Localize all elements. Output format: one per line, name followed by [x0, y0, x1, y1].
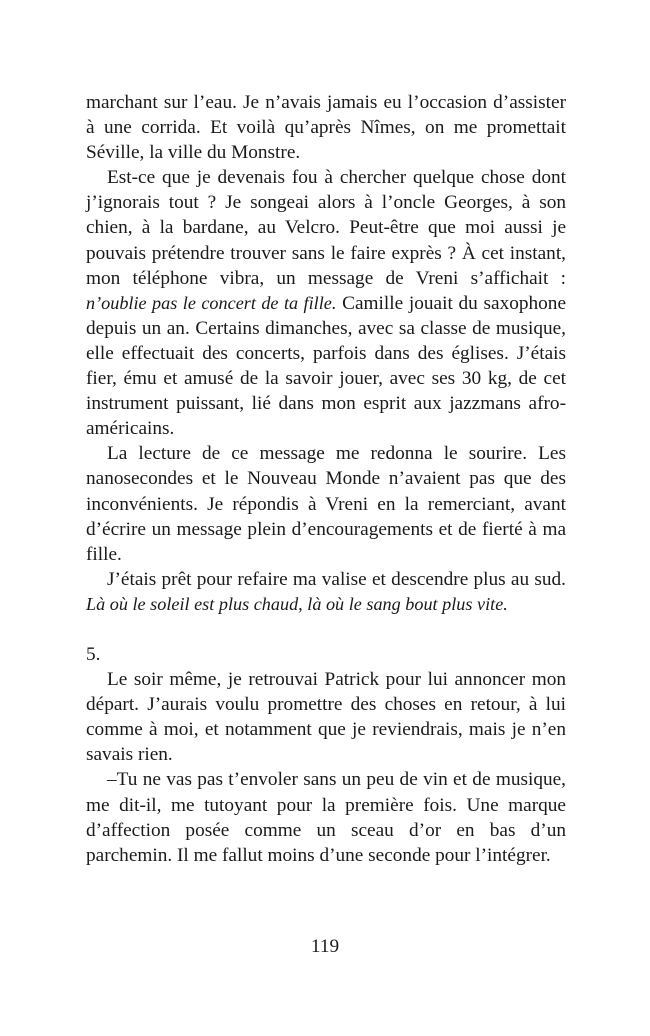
paragraph-text: La lecture de ce message me redonna le sourire. Les nanosecondes et le Nouveau Monde n’avaient pas que des inconvénients. Je répondis à Vreni en la remerciant, avant d’écrire un message plein d’encouragements et de fierté à ma fille.: [86, 443, 566, 565]
paragraph-text: Camille jouait du saxophone depuis un an. Certains dimanches, avec sa classe de musique, elle effectuait des concerts, parfois dans des églises. J’étais fier, ému et amusé de la savoir jouer, avec ses 30 kg, de cet instrument puissant, lié dans mon esprit aux jazzmans afro-américains.: [86, 292, 567, 440]
italic-quote-text: Là où le soleil est plus chaud, là où le sang bout plus vite.: [86, 593, 508, 614]
paragraph-text: J’étais prêt pour refaire ma valise et descendre plus au sud.: [107, 568, 566, 590]
paragraph-text: –Tu ne vas pas t’envoler sans un peu de vin et de musique, me dit-il, me tutoyant pour la première fois. Une marque d’affection posée comme un sceau d’or en bas d’un parchemin. Il me fallut moins d’une seconde pour l’intégrer.: [86, 769, 566, 866]
paragraph-text: Le soir même, je retrouvai Patrick pour lui annoncer mon départ. J’aurais voulu promettre des choses en retour, à lui comme à moi, et notamment que je reviendrais, mais je n’en savais rien.: [86, 669, 566, 766]
page-number: 119: [310, 936, 340, 957]
paragraph-dialogue: [86, 767, 566, 867]
paragraph-text: marchant sur l’eau. Je n’avais jamais eu l’occasion d’assister à une corrida. Et voilà qu’après Nîmes, on me promettait Séville, la ville du Monstre.: [86, 92, 566, 164]
page-body: [86, 90, 566, 868]
italic-message-text: n’oublie pas le concert de ta fille.: [86, 292, 337, 313]
paragraph-phone-message: [86, 165, 566, 441]
paragraph-departure: [86, 567, 566, 617]
paragraph-patrick: [86, 667, 566, 767]
paragraph-reply: [86, 441, 566, 566]
paragraph-continued: [86, 90, 566, 165]
paragraph-text: Est-ce que je devenais fou à chercher quelque chose dont j’ignorais tout ? Je songeai alors à l’oncle Georges, à son chien, à la bardane, au Velcro. Peut-être que moi aussi je pouvais prétendre trouver sans le faire exprès ? À cet instant, mon téléphone vibra, un message de Vreni s’affichait :: [86, 167, 566, 289]
section-number: 5.: [86, 643, 101, 665]
